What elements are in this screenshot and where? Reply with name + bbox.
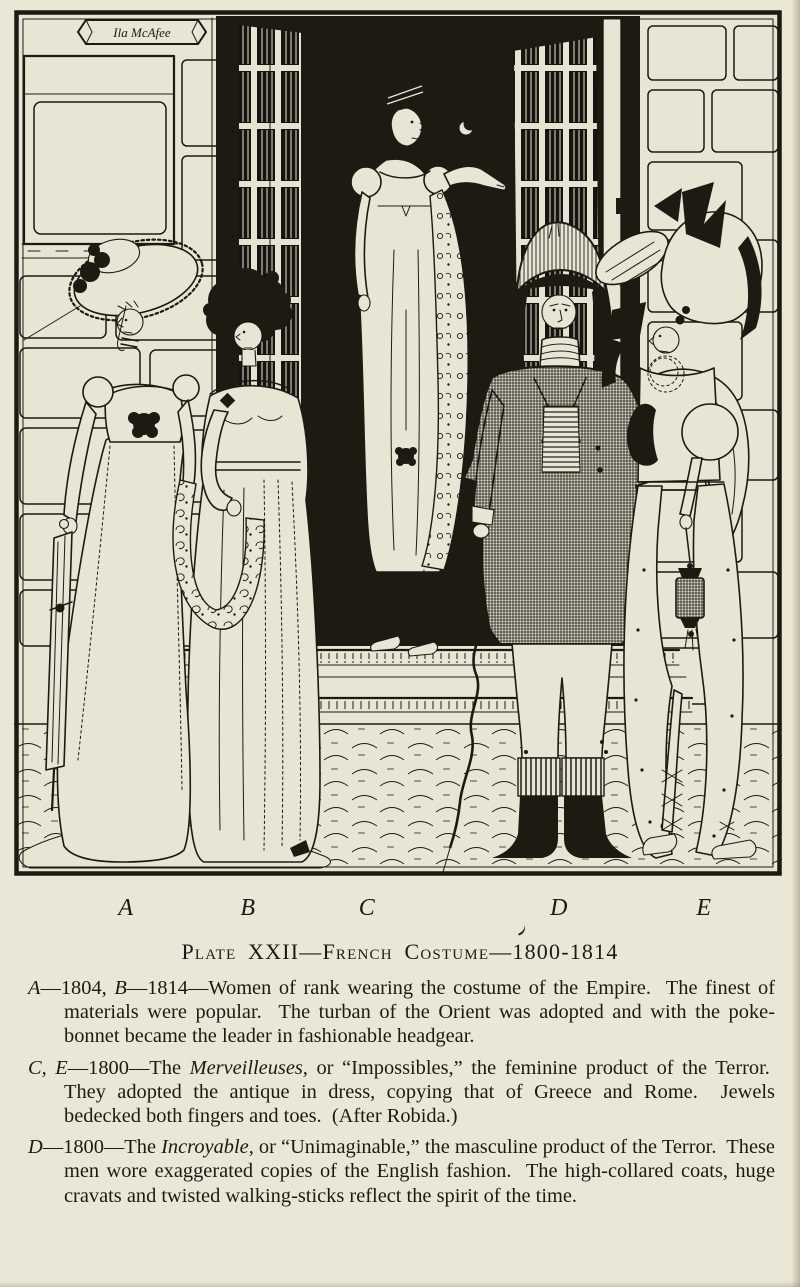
figure-label-e: E <box>696 895 712 921</box>
door-hinge <box>616 198 623 214</box>
costume-engraving <box>14 10 782 876</box>
figure-label-c: C <box>358 895 376 921</box>
caption-paragraph-c-e: C, E—1800—The Merveilleuses, or “Impossibles,” the feminine product of the Terror. They adopted the antique in dress, copying that of Greece and Rome. Jewels bedecked both fingers and toes. (After Robida.) <box>28 1056 775 1128</box>
caption-paragraph-a-b: A—1804, B—1814—Women of rank wearing the costume of the Empire. The finest of materials were popular. The turban of the Orient was adopted and with the poke-bonnet became the leader in fashionable headgear. <box>28 977 776 1048</box>
puff-sleeve <box>682 404 738 460</box>
caption-paragraph-d: D—1800—The Incroyable, or “Unimaginable,” the masculine product of the Terror. These men wore exaggerated copies of the English fashion. The high-collared coats, huge cravats and twisted walking-sticks reflect the spirit of the time. <box>28 1136 775 1207</box>
pen-flick-mark <box>514 922 528 936</box>
neck <box>242 350 256 366</box>
gather-rosette <box>395 447 417 466</box>
face <box>391 108 422 146</box>
plate-title: Plate XXII—French Costume—1800-1814 <box>181 939 619 964</box>
boot-cuff <box>518 758 560 796</box>
puff-sleeve <box>351 167 381 197</box>
hand <box>227 500 241 516</box>
signature-banner <box>78 20 206 44</box>
figure-label-b: B <box>240 895 256 921</box>
puff-sleeve <box>173 375 199 401</box>
caption <box>28 976 775 1215</box>
hand <box>473 524 489 538</box>
figure-label-a: A <box>118 895 134 921</box>
face <box>117 309 143 335</box>
hand <box>680 515 692 529</box>
face <box>234 322 262 350</box>
boot-cuff <box>562 758 604 796</box>
striped-waistcoat <box>542 406 580 472</box>
face <box>653 327 679 353</box>
plate-illustration <box>14 10 782 876</box>
figure-label-d: D <box>550 895 568 921</box>
artist-signature: Ila McAfee <box>113 25 171 40</box>
puff-sleeve <box>83 377 113 407</box>
face <box>542 295 576 329</box>
shirt-cuff <box>472 506 494 525</box>
